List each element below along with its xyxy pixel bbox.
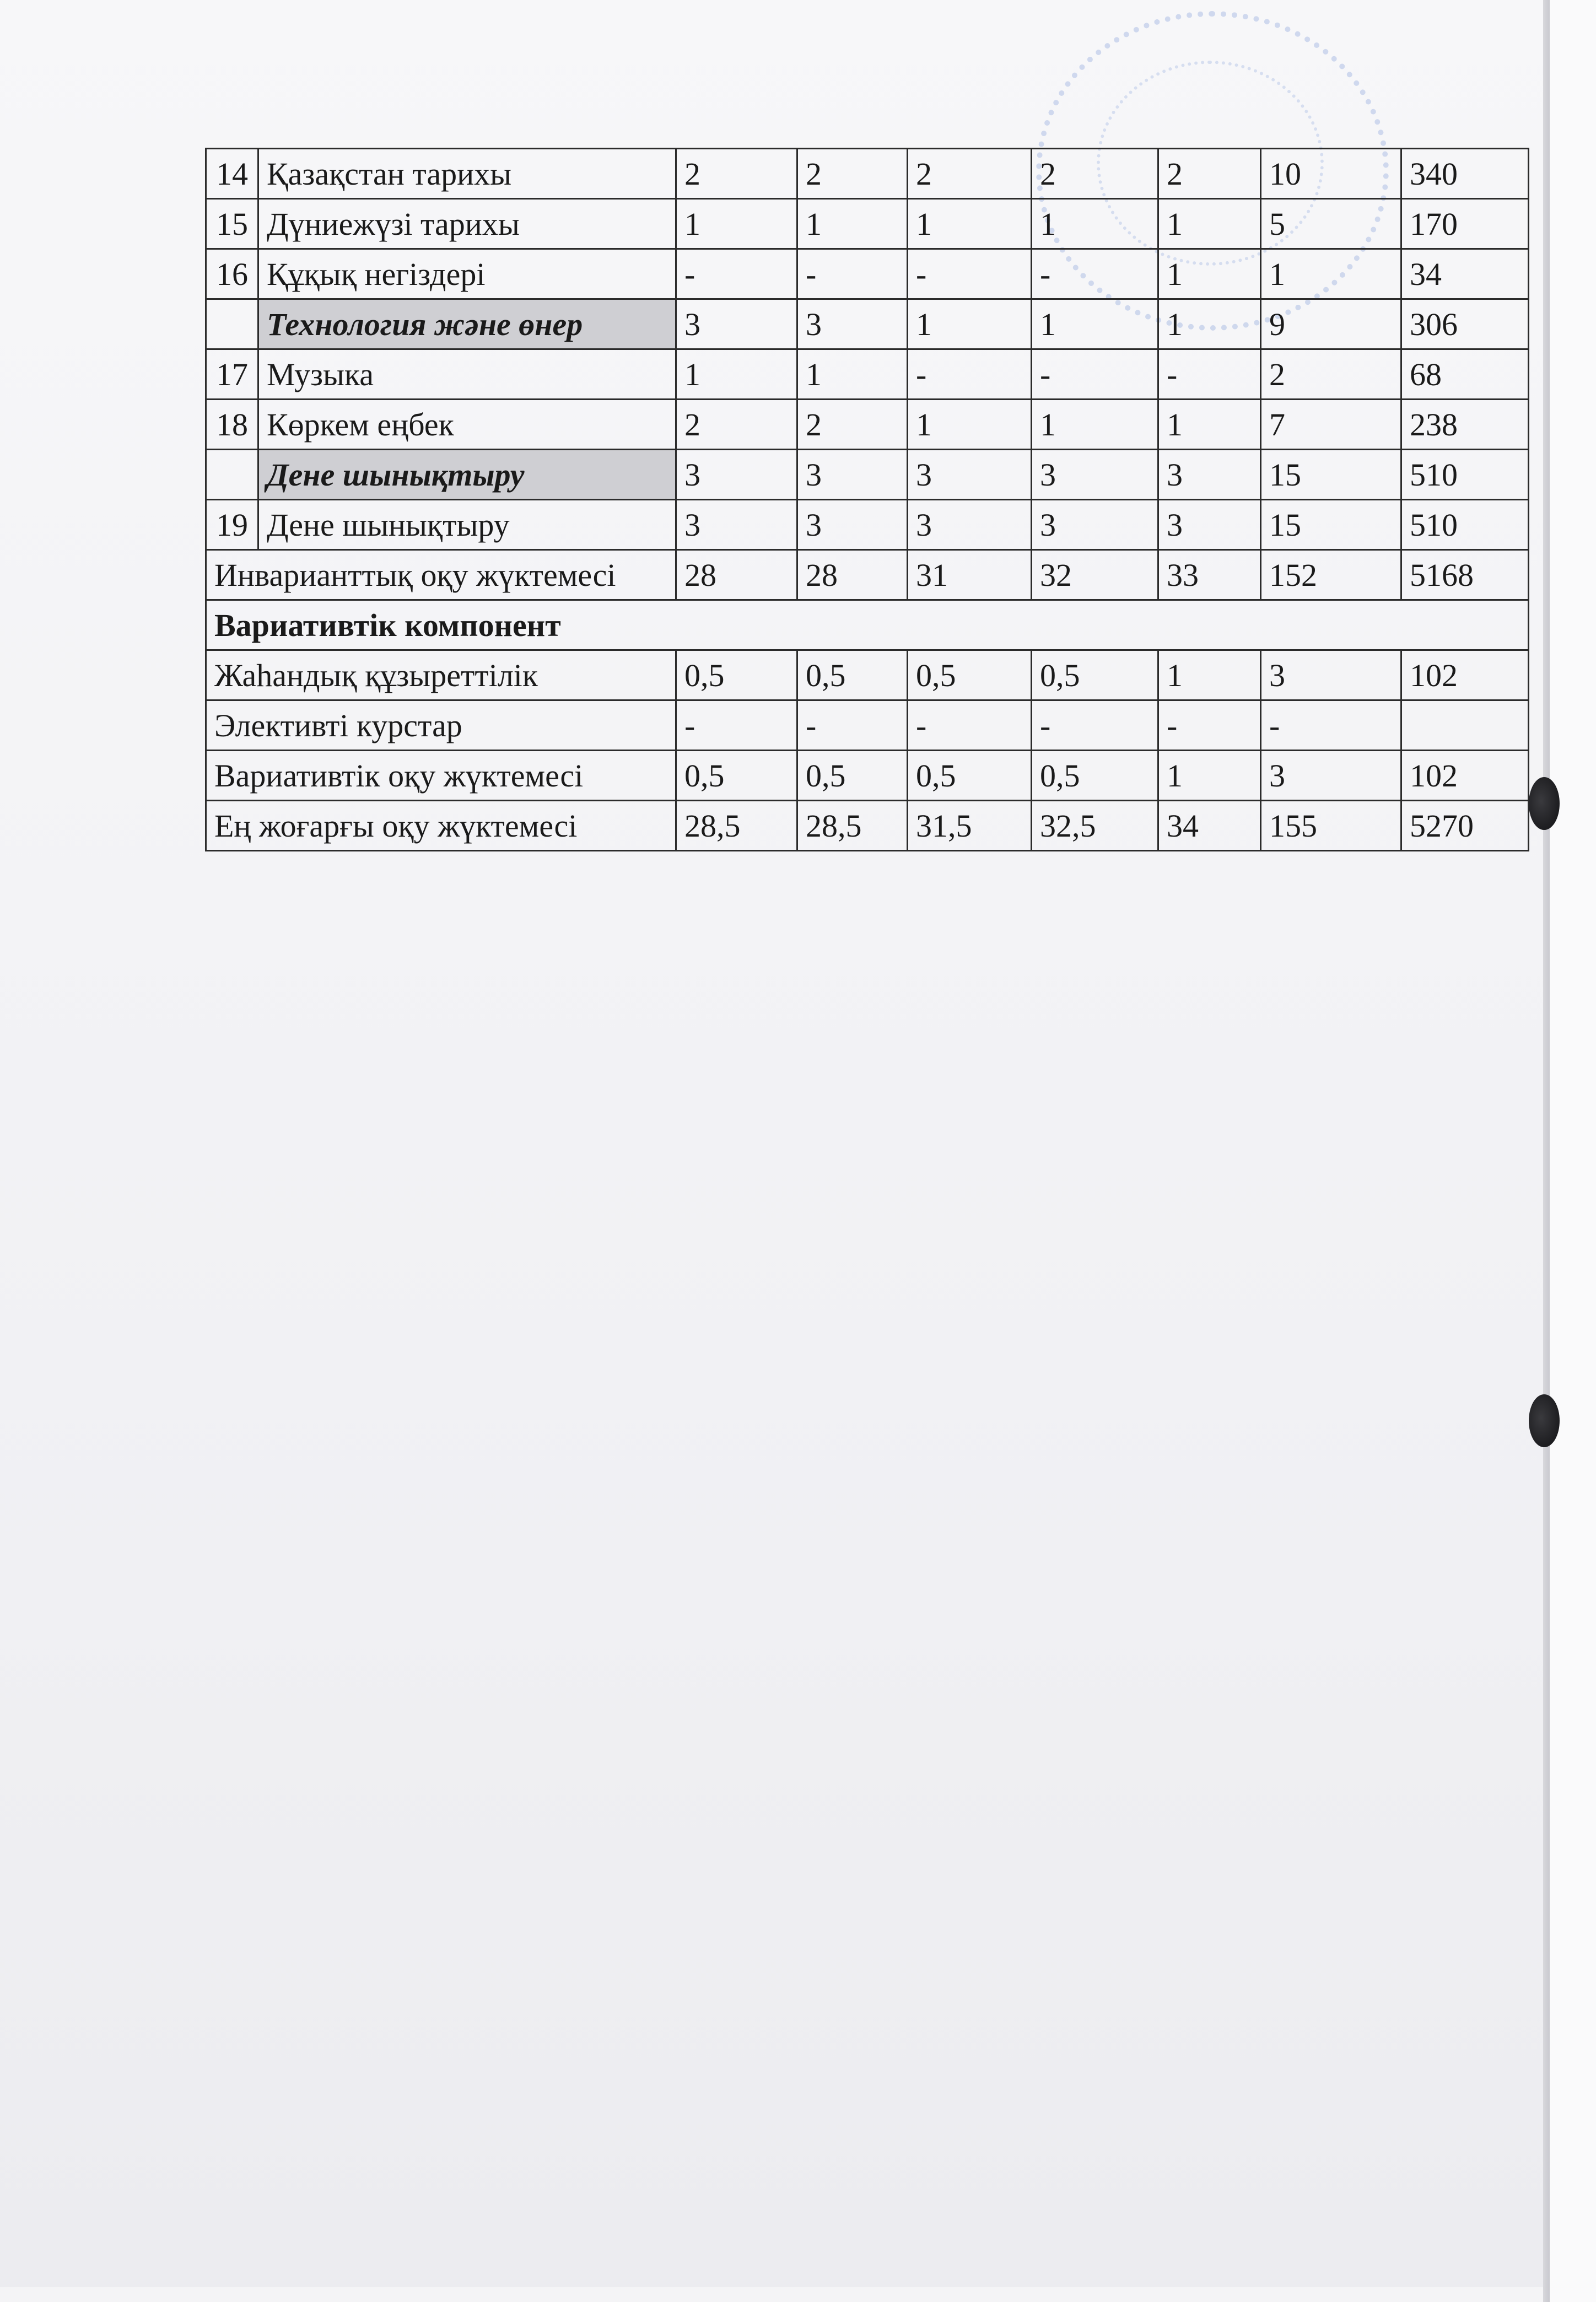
invariant-label: Инварианттық оқу жүктемесі — [206, 550, 676, 600]
subject-name: Көркем еңбек — [258, 400, 676, 450]
grade-value: - — [797, 249, 908, 299]
grade-value: 3 — [676, 500, 797, 550]
grade-value: 3 — [797, 450, 908, 500]
grade-value: - — [908, 700, 1032, 751]
grade-value: 3 — [1158, 450, 1261, 500]
row-number: 16 — [206, 249, 258, 299]
yearly-total: 102 — [1401, 650, 1529, 700]
table-body — [206, 149, 1529, 851]
grade-value: 1 — [1032, 299, 1158, 349]
punch-hole-lower — [1529, 1394, 1560, 1447]
grade-value: 3 — [1032, 500, 1158, 550]
row-number: 14 — [206, 149, 258, 199]
weekly-total: 9 — [1261, 299, 1401, 349]
grade-value: 1 — [1032, 199, 1158, 249]
weekly-total: 2 — [1261, 349, 1401, 400]
grade-value: 32,5 — [1032, 801, 1158, 851]
weekly-total: - — [1261, 700, 1401, 751]
grade-value: 34 — [1158, 801, 1261, 851]
max-load-label: Ең жоғарғы оқу жүктемесі — [206, 801, 676, 851]
row-number: 18 — [206, 400, 258, 450]
weekly-total: 15 — [1261, 500, 1401, 550]
subject-name: Қазақстан тарихы — [258, 149, 676, 199]
yearly-total: 5270 — [1401, 801, 1529, 851]
grade-value: 31 — [908, 550, 1032, 600]
table-row — [206, 400, 1529, 450]
yearly-total: 340 — [1401, 149, 1529, 199]
page-side — [1550, 0, 1596, 2302]
weekly-total: 5 — [1261, 199, 1401, 249]
grade-value: 0,5 — [676, 751, 797, 801]
grade-value: 1 — [1158, 199, 1261, 249]
subject-name: Дүниежүзі тарихы — [258, 199, 676, 249]
grade-value: 2 — [676, 149, 797, 199]
grade-value: - — [1032, 249, 1158, 299]
grade-value: 31,5 — [908, 801, 1032, 851]
grade-value: 3 — [797, 299, 908, 349]
grade-value: 3 — [1158, 500, 1261, 550]
grade-value: 0,5 — [1032, 650, 1158, 700]
weekly-total: 3 — [1261, 650, 1401, 700]
variative-label: Вариативтік оқу жүктемесі — [206, 751, 676, 801]
grade-value: 1 — [908, 199, 1032, 249]
elective-label: Элективті курстар — [206, 700, 676, 751]
grade-value: - — [797, 700, 908, 751]
grade-value: - — [908, 249, 1032, 299]
grade-value: 32 — [1032, 550, 1158, 600]
invariant-total-row — [206, 550, 1529, 600]
grade-value: 1 — [797, 199, 908, 249]
weekly-total: 152 — [1261, 550, 1401, 600]
table-row — [206, 199, 1529, 249]
variative-header: Вариативтік компонент — [206, 600, 1529, 650]
grade-value: 0,5 — [797, 751, 908, 801]
yearly-total — [1401, 700, 1529, 751]
global-competence-label: Жаһандық құзыреттілік — [206, 650, 676, 700]
grade-value: 33 — [1158, 550, 1261, 600]
grade-value: - — [1032, 700, 1158, 751]
variative-total-row — [206, 751, 1529, 801]
weekly-total: 1 — [1261, 249, 1401, 299]
variative-header-row — [206, 600, 1529, 650]
row-number: 19 — [206, 500, 258, 550]
grade-value: 0,5 — [908, 751, 1032, 801]
grade-value: 1 — [908, 299, 1032, 349]
grade-value: 2 — [1032, 149, 1158, 199]
table-row — [206, 349, 1529, 400]
page-edge — [1543, 0, 1550, 2302]
row-number — [206, 299, 258, 349]
row-number: 17 — [206, 349, 258, 400]
table-row — [206, 249, 1529, 299]
elective-row — [206, 700, 1529, 751]
section-row — [206, 299, 1529, 349]
grade-value: 1 — [1158, 249, 1261, 299]
grade-value: 1 — [797, 349, 908, 400]
grade-value: - — [1158, 700, 1261, 751]
grade-value: - — [1032, 349, 1158, 400]
section-name: Технология және өнер — [258, 299, 676, 349]
yearly-total: 510 — [1401, 500, 1529, 550]
grade-value: 3 — [676, 299, 797, 349]
weekly-total: 3 — [1261, 751, 1401, 801]
grade-value: 1 — [1158, 299, 1261, 349]
grade-value: 2 — [797, 149, 908, 199]
grade-value: 0,5 — [908, 650, 1032, 700]
grade-value: 1 — [676, 199, 797, 249]
grade-value: 1 — [908, 400, 1032, 450]
yearly-total: 510 — [1401, 450, 1529, 500]
grade-value: 1 — [1158, 751, 1261, 801]
max-load-row — [206, 801, 1529, 851]
grade-value: 28 — [797, 550, 908, 600]
subject-name: Музыка — [258, 349, 676, 400]
yearly-total: 102 — [1401, 751, 1529, 801]
yearly-total: 34 — [1401, 249, 1529, 299]
grade-value: 1 — [676, 349, 797, 400]
grade-value: 28,5 — [676, 801, 797, 851]
grade-value: 1 — [1032, 400, 1158, 450]
punch-hole-upper — [1529, 777, 1560, 830]
curriculum-table — [205, 148, 1529, 851]
subject-name: Дене шынықтыру — [258, 500, 676, 550]
grade-value: 0,5 — [797, 650, 908, 700]
grade-value: 0,5 — [676, 650, 797, 700]
yearly-total: 5168 — [1401, 550, 1529, 600]
grade-value: - — [1158, 349, 1261, 400]
yearly-total: 170 — [1401, 199, 1529, 249]
grade-value: 3 — [676, 450, 797, 500]
grade-value: 2 — [1158, 149, 1261, 199]
table-row — [206, 149, 1529, 199]
grade-value: 28 — [676, 550, 797, 600]
grade-value: 2 — [908, 149, 1032, 199]
weekly-total: 15 — [1261, 450, 1401, 500]
global-competence-row — [206, 650, 1529, 700]
weekly-total: 10 — [1261, 149, 1401, 199]
section-name: Дене шынықтыру — [258, 450, 676, 500]
weekly-total: 7 — [1261, 400, 1401, 450]
grade-value: 0,5 — [1032, 751, 1158, 801]
grade-value: 28,5 — [797, 801, 908, 851]
grade-value: - — [676, 249, 797, 299]
grade-value: 2 — [797, 400, 908, 450]
grade-value: 1 — [1158, 650, 1261, 700]
row-number — [206, 450, 258, 500]
yearly-total: 306 — [1401, 299, 1529, 349]
grade-value: - — [908, 349, 1032, 400]
grade-value: 2 — [676, 400, 797, 450]
yearly-total: 238 — [1401, 400, 1529, 450]
grade-value: - — [676, 700, 797, 751]
row-number: 15 — [206, 199, 258, 249]
table-row — [206, 500, 1529, 550]
grade-value: 3 — [908, 500, 1032, 550]
weekly-total: 155 — [1261, 801, 1401, 851]
section-row — [206, 450, 1529, 500]
subject-name: Құқық негіздері — [258, 249, 676, 299]
grade-value: 3 — [1032, 450, 1158, 500]
yearly-total: 68 — [1401, 349, 1529, 400]
grade-value: 3 — [797, 500, 908, 550]
grade-value: 1 — [1158, 400, 1261, 450]
grade-value: 3 — [908, 450, 1032, 500]
